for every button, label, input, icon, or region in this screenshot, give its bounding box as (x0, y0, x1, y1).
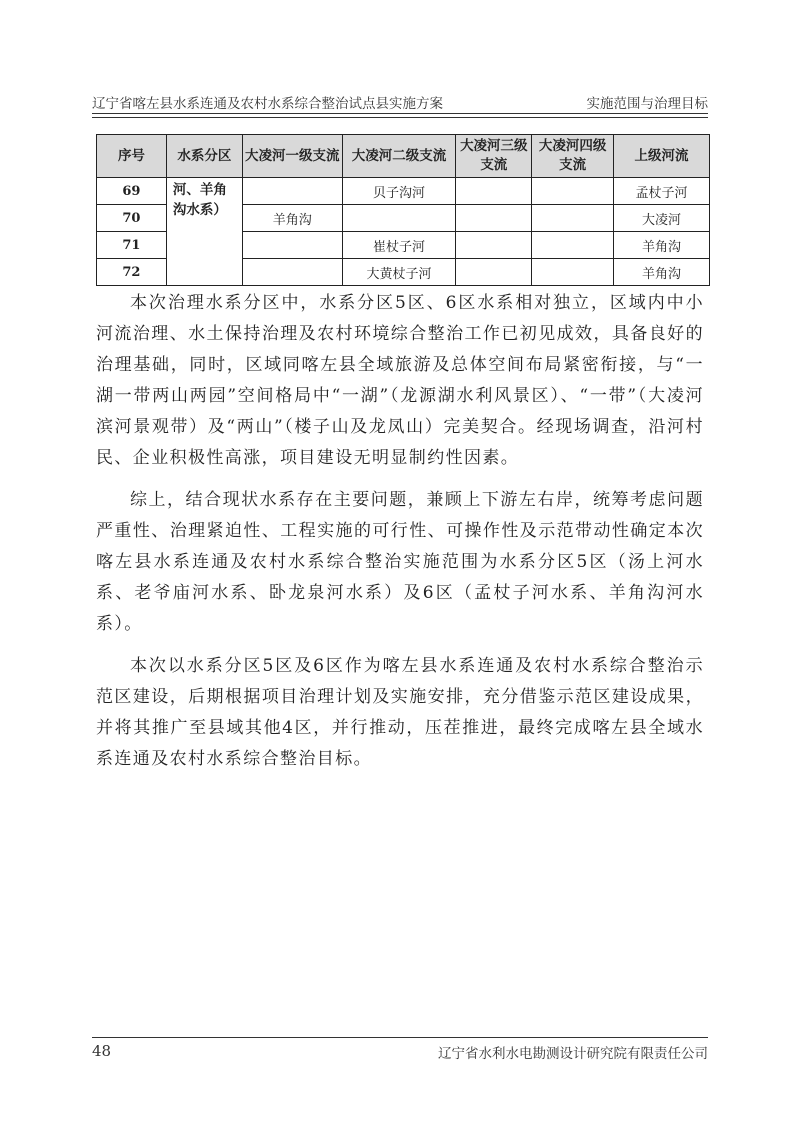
paragraph: 综上，结合现状水系存在主要问题，兼顾上下游左右岸，统筹考虑问题严重性、治理紧迫性、工程实施的可行性、可操作性及示范带动性确定本次喀左县水系连通及农村水系综合整治实施范围为水系分区5区（汤上河水系、老爷庙河水系、卧龙泉河水系）及6区（孟杖子河水系、羊角沟河水系）。 (96, 490, 704, 634)
cell-level3 (456, 259, 532, 286)
row-number: 69 (97, 178, 167, 205)
cell-level1 (242, 178, 342, 205)
cell-level4 (532, 232, 614, 259)
row-number: 70 (97, 205, 167, 232)
cell-level2: 崔杖子河 (342, 232, 456, 259)
cell-level3 (456, 205, 532, 232)
col-header-level3: 大凌河三级支流 (456, 135, 532, 178)
document-title: 辽宁省喀左县水系连通及农村水系综合整治试点县实施方案 (92, 96, 443, 112)
cell-level1 (242, 232, 342, 259)
table-row (97, 178, 710, 205)
cell-level4 (532, 259, 614, 286)
cell-level3 (456, 178, 532, 205)
cell-parent: 大凌河 (614, 205, 710, 232)
col-header-level2: 大凌河二级支流 (342, 135, 456, 178)
cell-level3 (456, 232, 532, 259)
col-header-level1: 大凌河一级支流 (242, 135, 342, 178)
col-header-parent: 上级河流 (614, 135, 710, 178)
cell-level2: 大黄杖子河 (342, 259, 456, 286)
row-number: 72 (97, 259, 167, 286)
cell-parent: 羊角沟 (614, 259, 710, 286)
cell-parent: 羊角沟 (614, 232, 710, 259)
paragraph: 本次以水系分区5区及6区作为喀左县水系连通及农村水系综合整治示范区建设，后期根据项目治理计划及实施安排，充分借鉴示范区建设成果，并将其推广至县域其他4区，并行推动，压茬推进，最终完成喀左县全域水系连通及农村水系综合整治目标。 (96, 656, 704, 769)
page-footer (92, 1042, 708, 1062)
cell-level1: 羊角沟 (242, 205, 342, 232)
table-header-row (97, 135, 710, 178)
footer-rule (92, 1037, 708, 1038)
col-header-number: 序号 (97, 135, 167, 178)
cell-parent: 孟杖子河 (614, 178, 710, 205)
cell-level4 (532, 178, 614, 205)
river-table (96, 134, 710, 286)
cell-level2: 贝子沟河 (342, 178, 456, 205)
paragraph: 本次治理水系分区中，水系分区5区、6区水系相对独立，区域内中小河流治理、水土保持治理及农村环境综合整治工作已初见成效，具备良好的治理基础，同时，区域同喀左县全域旅游及总体空间布局紧密衔接，与“一湖一带两山两园”空间格局中“一湖”（龙源湖水利风景区）、“一带”（大凌河滨河景观带）及“两山”（楼子山及龙凤山）完美契合。经现场调查，沿河村民、企业积极性高涨，项目建设无明显制约性因素。 (96, 293, 704, 468)
header-rule (92, 113, 708, 118)
body-text (96, 288, 704, 786)
row-number: 71 (97, 232, 167, 259)
region-cell: 河、羊角沟水系） (166, 178, 242, 286)
col-header-level4: 大凌河四级支流 (532, 135, 614, 178)
cell-level2 (342, 205, 456, 232)
organization-name: 辽宁省水利水电勘测设计研究院有限责任公司 (438, 1046, 708, 1062)
cell-level1 (242, 259, 342, 286)
col-header-region: 水系分区 (166, 135, 242, 178)
section-title: 实施范围与治理目标 (586, 96, 708, 112)
page-number: 48 (92, 1042, 112, 1060)
cell-level4 (532, 205, 614, 232)
page-header (92, 92, 708, 112)
